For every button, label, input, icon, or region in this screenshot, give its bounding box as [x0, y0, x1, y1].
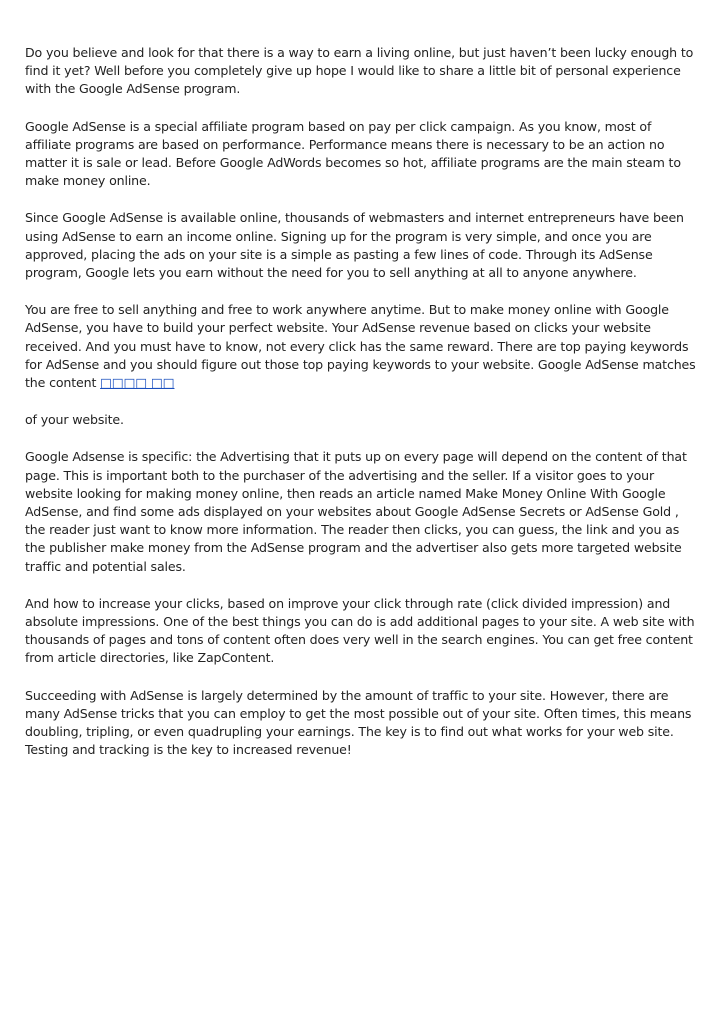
paragraph-7: And how to increase your clicks, based on improve your click through rate (click divided impression) and absolute impressions. One of the best things you can do is add additional pages to your site. A web site with thousands of pages and tons of content often does very well in the search engines. You can get free content from article directories, like ZapContent. — [25, 595, 695, 666]
document-body — [25, 44, 697, 779]
paragraph-6: Google Adsense is specific: the Advertising that it puts up on every page will depend on the content of that page. This is important both to the purchaser of the advertising and the seller. If a visitor goes to your website looking for making money online, then reads an article named Make Money Online With Google AdSense, and find some ads displayed on your websites about Google AdSense Secrets or AdSense Gold , the reader just want to know more information. The reader then clicks, you can guess, the link and you as the publisher make money from the AdSense program and the advertiser also gets more targeted website traffic and potential sales. — [25, 449, 687, 574]
paragraph-8: Succeeding with AdSense is largely determined by the amount of traffic to your site. However, there are many AdSense tricks that you can employ to get the most possible out of your site. Often times, this means doubling, tripling, or even quadrupling your earnings. The key is to find out what works for your web site. Testing and tracking is the key to increased revenue! — [25, 687, 692, 758]
inline-link[interactable]: □□□□ □□ — [100, 375, 175, 391]
paragraph-5: of your website. — [25, 412, 124, 428]
paragraph-4-text: You are free to sell anything and free to work anywhere anytime. But to make money online with Google AdSense, you have to build your perfect website. Your AdSense revenue based on clicks your website received. And you must have to know, not every click has the same reward. There are top paying keywords for AdSense and you should figure out those top paying keywords to your website. Google AdSense matches the content — [25, 302, 696, 391]
paragraph-4 — [25, 301, 697, 392]
paragraph-1: Do you believe and look for that there is a way to earn a living online, but just haven’t been lucky enough to find it yet? Well before you completely give up hope I would like to share a little bit of personal experience with the Google AdSense program. — [25, 45, 694, 97]
paragraph-2: Google AdSense is a special affiliate program based on pay per click campaign. As you know, most of affiliate programs are based on performance. Performance means there is necessary to be an action no matter it is sale or lead. Before Google AdWords becomes so hot, affiliate programs are the main steam to make money online. — [25, 118, 681, 189]
paragraph-3: Since Google AdSense is available online, thousands of webmasters and internet entrepreneurs have been using AdSense to earn an income online. Signing up for the program is very simple, and once you are approved, placing the ads on your site is a simple as pasting a few lines of code. Through its AdSense program, Google lets you earn without the need for you to sell anything at all to anyone anywhere. — [25, 210, 684, 281]
